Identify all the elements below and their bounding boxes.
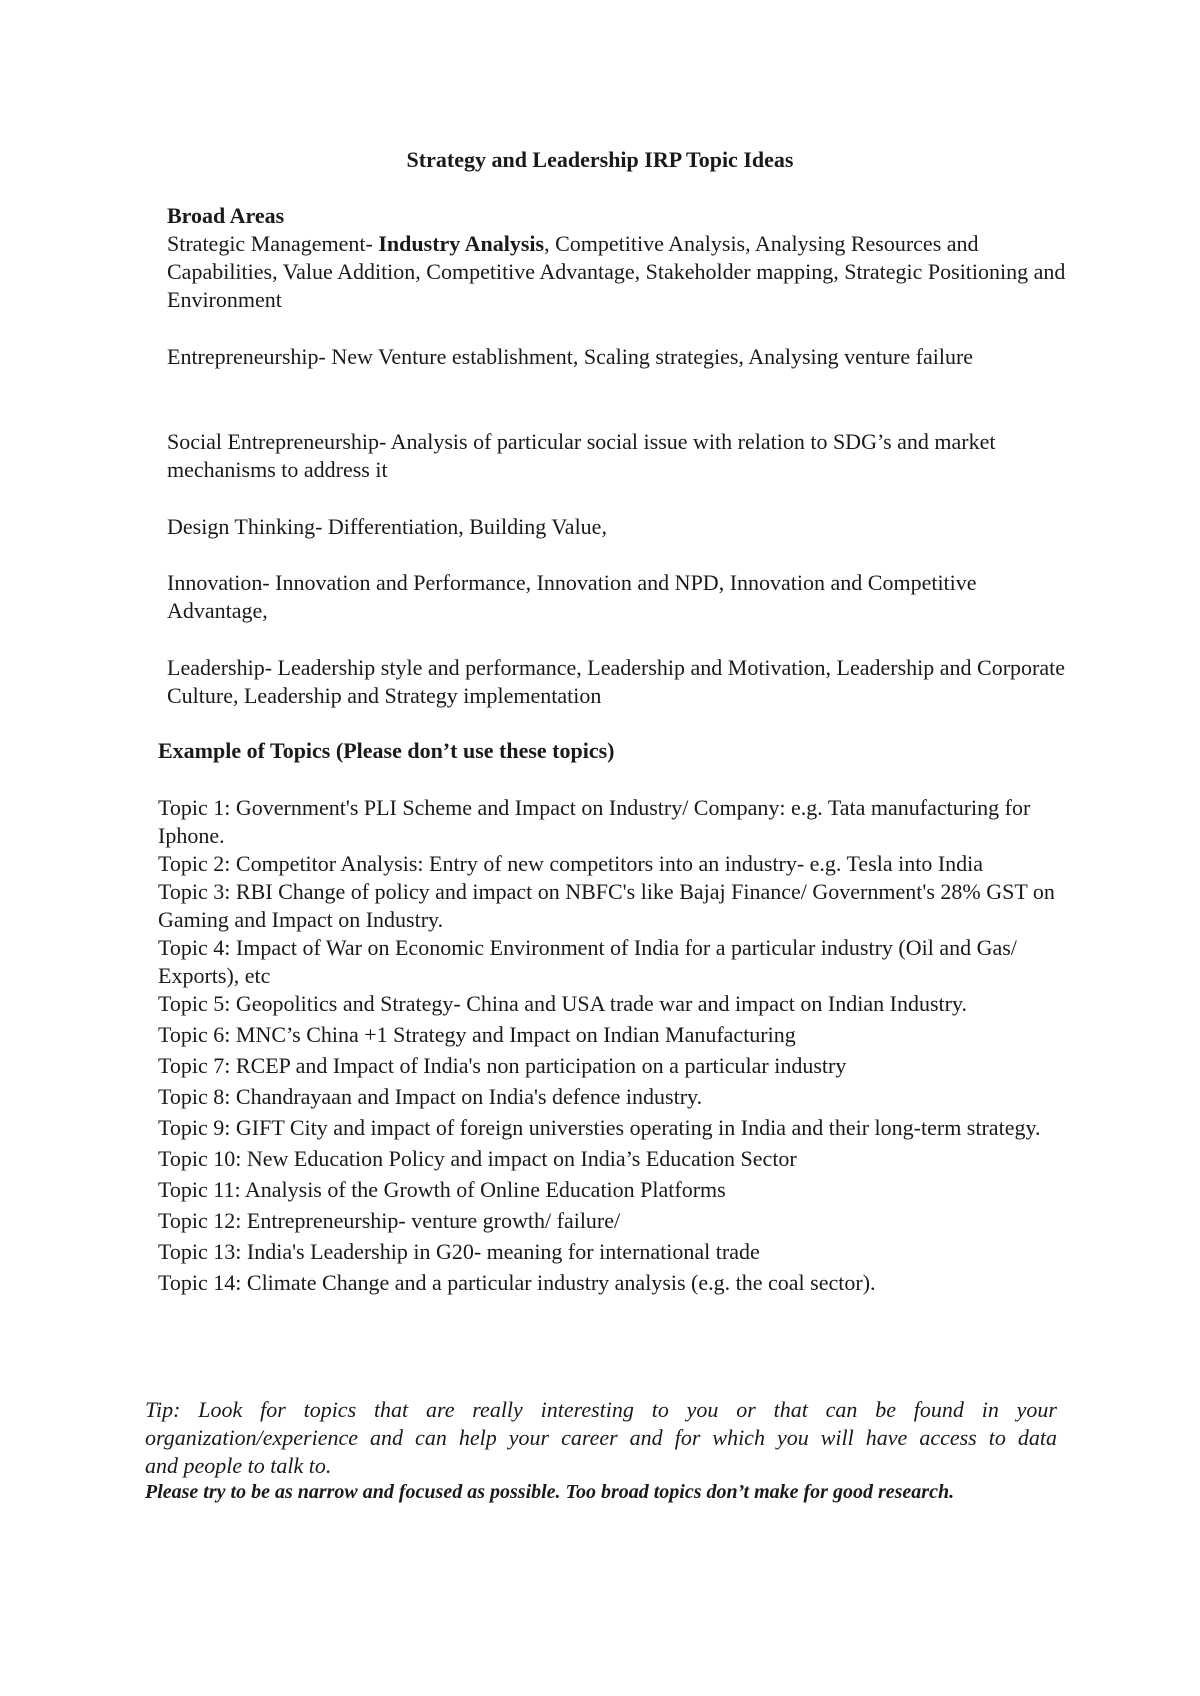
leadership-paragraph-block: [167, 654, 1067, 710]
topic-item: Topic 7: RCEP and Impact of India's non participation on a particular industry: [158, 1053, 847, 1078]
innovation-paragraph: Innovation- Innovation and Performance, Innovation and NPD, Innovation and Competitive Advantage,: [167, 570, 977, 623]
tip-line: and people to talk to.: [145, 1453, 332, 1478]
social-entrepreneurship-paragraph-block: [167, 428, 1067, 484]
topic-item: Topic 3: RBI Change of policy and impact on NBFC's like Bajaj Finance/ Government's 28% GST on Gaming and Impact on Industry.: [158, 879, 1055, 932]
leadership-paragraph: Leadership- Leadership style and performance, Leadership and Motivation, Leadership and Corporate Culture, Leadership and Strategy implementation: [167, 655, 1065, 708]
entrepreneurship-paragraph-block: [167, 343, 1067, 371]
examples-heading: Example of Topics (Please don’t use these topics): [158, 738, 615, 763]
tip-line: Tip: Look for topics that are really interesting to you or that can be found in your: [145, 1397, 1057, 1422]
topic-item: Topic 6: MNC’s China +1 Strategy and Impact on Indian Manufacturing: [158, 1022, 796, 1047]
topic-item: Topic 9: GIFT City and impact of foreign universties operating in India and their long-term strategy.: [158, 1115, 1041, 1140]
topic-item: Topic 8: Chandrayaan and Impact on India's defence industry.: [158, 1084, 703, 1109]
tip-paragraph: [145, 1396, 1057, 1480]
topic-item: Topic 12: Entrepreneurship- venture growth/ failure/: [158, 1208, 621, 1233]
topic-item: Topic 11: Analysis of the Growth of Online Education Platforms: [158, 1177, 726, 1202]
social-entrepreneurship-paragraph: Social Entrepreneurship- Analysis of particular social issue with relation to SDG’s and market mechanisms to address it: [167, 429, 996, 482]
design-thinking-paragraph: Design Thinking- Differentiation, Building Value,: [167, 514, 607, 539]
topic-item: Topic 4: Impact of War on Economic Environment of India for a particular industry (Oil and Gas/ Exports), etc: [158, 935, 1017, 988]
broad-areas-heading: Broad Areas: [167, 203, 285, 228]
topic-item: Topic 14: Climate Change and a particular industry analysis (e.g. the coal sector).: [158, 1270, 876, 1295]
topic-item: Topic 2: Competitor Analysis: Entry of new competitors into an industry- e.g. Tesla into India: [158, 851, 984, 876]
topic-item: Topic 10: New Education Policy and impact on India’s Education Sector: [158, 1146, 797, 1171]
focus-note: Please try to be as narrow and focused as possible. Too broad topics don’t make for good research.: [145, 1481, 955, 1503]
topic-item: Topic 13: India's Leadership in G20- meaning for international trade: [158, 1239, 760, 1264]
strategic-management-paragraph: [167, 230, 1067, 314]
document-title: Strategy and Leadership IRP Topic Ideas: [406, 147, 794, 172]
strategic-management-label: Strategic Management-: [167, 231, 379, 256]
design-thinking-paragraph-block: [167, 513, 1067, 541]
topic-list: [158, 794, 1058, 1297]
broad-areas-section: [167, 202, 1067, 314]
topic-item: Topic 5: Geopolitics and Strategy- China and USA trade war and impact on Indian Industry.: [158, 991, 968, 1016]
innovation-paragraph-block: [167, 569, 1067, 625]
entrepreneurship-paragraph: Entrepreneurship- New Venture establishment, Scaling strategies, Analysing venture failure: [167, 344, 974, 369]
industry-analysis-emphasis: Industry Analysis: [378, 231, 545, 256]
tip-line: organization/experience and can help your career and for which you will have access to data: [145, 1425, 1057, 1450]
topic-item: Topic 1: Government's PLI Scheme and Impact on Industry/ Company: e.g. Tata manufacturing for Iphone.: [158, 795, 1031, 848]
strategic-management-rest: , Competitive Analysis, Analysing Resources and Capabilities, Value Addition, Competitive Advantage, Stakeholder mapping, Strategic Positioning and Environment: [167, 231, 1066, 312]
